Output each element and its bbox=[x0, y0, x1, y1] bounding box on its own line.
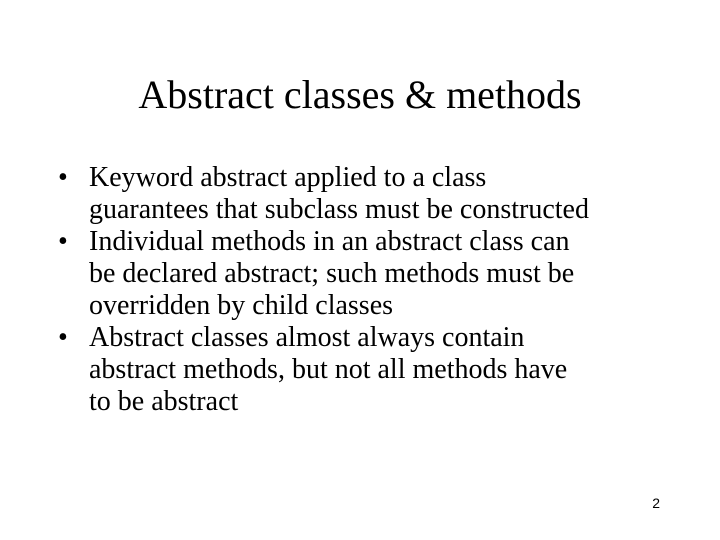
slide-title: Abstract classes & methods bbox=[138, 72, 582, 117]
bullet-3-line-1: Abstract classes almost always contain bbox=[89, 322, 525, 353]
bullet-1-line-2: guarantees that subclass must be constructed bbox=[89, 194, 589, 225]
bullet-icon: • bbox=[58, 162, 68, 193]
page-number: 2 bbox=[652, 495, 660, 511]
bullet-2-line-1: Individual methods in an abstract class can bbox=[89, 226, 570, 257]
bullet-item-3 bbox=[58, 322, 678, 418]
bullet-item-1 bbox=[58, 162, 678, 226]
bullet-2-line-3: overridden by child classes bbox=[89, 290, 394, 321]
bullet-icon: • bbox=[58, 226, 68, 257]
bullet-3-line-3: to be abstract bbox=[89, 386, 239, 417]
bullet-3-line-2: abstract methods, but not all methods have bbox=[89, 354, 568, 385]
bullet-icon: • bbox=[58, 322, 68, 353]
bullet-1-line-1: Keyword abstract applied to a class bbox=[89, 162, 487, 193]
bullet-2-line-2: be declared abstract; such methods must be bbox=[89, 258, 575, 289]
bullet-list bbox=[58, 162, 678, 418]
bullet-item-2 bbox=[58, 226, 678, 322]
